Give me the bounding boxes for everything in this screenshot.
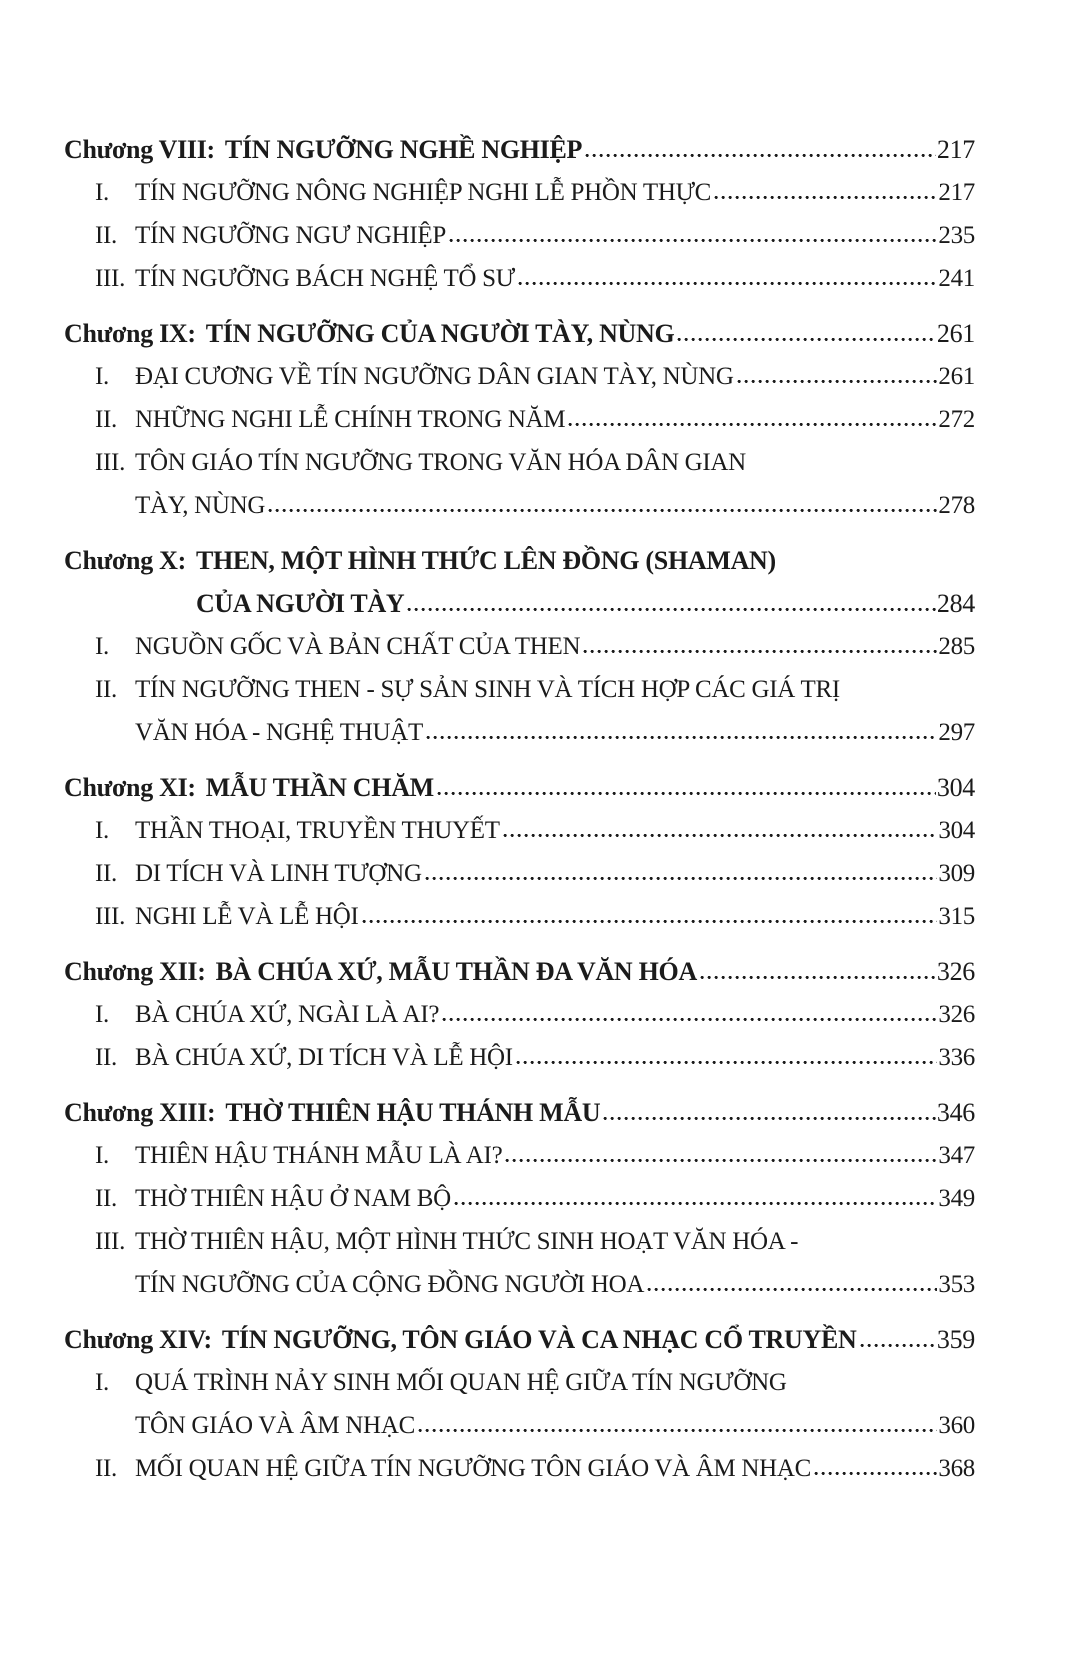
toc-entry-content: [135, 993, 975, 1036]
section-title-text: NHỮNG NGHI LỄ CHÍNH TRONG NĂM: [135, 406, 566, 433]
section-title-text: BÀ CHÚA XỨ, DI TÍCH VÀ LỄ HỘI: [135, 1044, 513, 1071]
toc-entry: [64, 1318, 975, 1361]
toc-line: [135, 668, 975, 711]
toc-entry-content: [135, 809, 975, 852]
section-numeral: II.: [95, 1455, 118, 1482]
section-title-text: THỜ THIÊN HẬU, MỘT HÌNH THỨC SINH HOẠT VĂN HÓA -: [135, 1228, 799, 1255]
section-title-text: TÔN GIÁO VÀ ÂM NHẠC: [135, 1412, 415, 1439]
section-title-text: TÍN NGƯỠNG NGƯ NGHIỆP: [135, 222, 446, 249]
dot-leader: [454, 1201, 938, 1206]
toc-line: [135, 852, 975, 895]
toc-line: [135, 1361, 975, 1404]
page-number: 278: [938, 492, 975, 519]
chapter-title-text: BÀ CHÚA XỨ, MẪU THẦN ĐA VĂN HÓA: [215, 957, 697, 986]
toc-entry-content: [216, 950, 975, 993]
page-number: 359: [936, 1325, 975, 1354]
toc-line: [216, 950, 975, 993]
section-title-text: VĂN HÓA - NGHỆ THUẬT: [135, 719, 423, 746]
page-number: 360: [938, 1412, 975, 1439]
dot-leader: [449, 238, 937, 243]
page-number: 241: [938, 265, 975, 292]
dot-leader: [860, 1343, 936, 1348]
dot-leader: [437, 791, 936, 796]
section-numeral: II.: [95, 222, 118, 249]
page-number: 285: [938, 633, 975, 660]
section-numeral: I.: [95, 1369, 109, 1396]
section-title-text: TÍN NGƯỠNG NÔNG NGHIỆP NGHI LỄ PHỒN THỰC: [135, 179, 712, 206]
toc-entry-content: [135, 441, 975, 527]
toc-entry-content: [135, 1134, 975, 1177]
page-number: 336: [938, 1044, 975, 1071]
toc-line: [225, 1091, 975, 1134]
dot-leader: [737, 379, 938, 384]
section-numeral: I.: [95, 633, 109, 660]
page-number: 217: [936, 135, 975, 164]
toc-entry-content: [206, 766, 975, 809]
dot-leader: [647, 1287, 937, 1292]
toc-line: [135, 809, 975, 852]
section-title-text: ĐẠI CƯƠNG VỀ TÍN NGƯỠNG DÂN GIAN TÀY, NÙNG: [135, 363, 734, 390]
toc-entry-content: [135, 1177, 975, 1220]
section-numeral: III.: [95, 449, 126, 476]
page-number: 261: [936, 319, 975, 348]
toc-entry: [64, 312, 975, 355]
chapter-title-text: TÍN NGƯỠNG, TÔN GIÁO VÀ CA NHẠC CỔ TRUYỀN: [221, 1325, 857, 1354]
toc-line: [135, 441, 975, 484]
chapter-title-text: THỜ THIÊN HẬU THÁNH MẪU: [225, 1098, 601, 1127]
section-title-text: QUÁ TRÌNH NẢY SINH MỐI QUAN HỆ GIỮA TÍN NGƯỠNG: [135, 1369, 787, 1396]
toc-entry-content: [135, 625, 975, 668]
section-numeral: II.: [95, 406, 118, 433]
dot-leader: [585, 153, 936, 158]
section-numeral: I.: [95, 817, 109, 844]
toc-entry-content: [196, 539, 975, 625]
section-numeral: I.: [95, 1001, 109, 1028]
toc-entry-content: [135, 1220, 975, 1306]
toc-line: [196, 582, 975, 625]
section-title-text: TÔN GIÁO TÍN NGƯỠNG TRONG VĂN HÓA DÂN GIAN: [135, 449, 746, 476]
dot-leader: [418, 1428, 937, 1433]
section-numeral: III.: [95, 1228, 126, 1255]
dot-leader: [425, 876, 938, 881]
toc-line: [135, 1447, 975, 1490]
toc-entry-content: [225, 128, 975, 171]
dot-leader: [700, 975, 936, 980]
section-numeral: I.: [95, 1142, 109, 1169]
toc-entry: [64, 1177, 975, 1220]
page-number: 315: [938, 903, 975, 930]
toc-entry: [64, 1091, 975, 1134]
toc-line: [135, 214, 975, 257]
toc-entry-content: [135, 171, 975, 214]
section-title-text: THIÊN HẬU THÁNH MẪU LÀ AI?: [135, 1142, 503, 1169]
toc-line: [135, 895, 975, 938]
dot-leader: [568, 422, 937, 427]
toc-entry: [64, 1361, 975, 1447]
toc-entry-content: [135, 214, 975, 257]
toc-line: [135, 1134, 975, 1177]
dot-leader: [714, 195, 937, 200]
toc-entry: [64, 1447, 975, 1490]
toc-entry: [64, 809, 975, 852]
toc-line: [135, 711, 975, 754]
chapter-title-text: TÍN NGƯỠNG NGHỀ NGHIỆP: [224, 135, 583, 164]
toc-entry-content: [135, 257, 975, 300]
chapter-label: Chương IX:: [64, 319, 196, 348]
toc-entry-content: [135, 852, 975, 895]
toc-line: [135, 1220, 975, 1263]
toc-list: [64, 128, 975, 1490]
section-title-text: THỜ THIÊN HẬU Ở NAM BỘ: [135, 1185, 451, 1212]
toc-line: [135, 1263, 975, 1306]
toc-entry: [64, 128, 975, 171]
toc-line: [206, 766, 975, 809]
section-numeral: III.: [95, 903, 126, 930]
toc-line: [135, 257, 975, 300]
toc-entry-content: [222, 1318, 975, 1361]
page-number: 304: [938, 817, 975, 844]
toc-entry: [64, 766, 975, 809]
section-title-text: DI TÍCH VÀ LINH TƯỢNG: [135, 860, 422, 887]
section-title-text: NGHI LỄ VÀ LỄ HỘI: [135, 903, 359, 930]
section-title-text: BÀ CHÚA XỨ, NGÀI LÀ AI?: [135, 1001, 440, 1028]
toc-line: [135, 484, 975, 527]
section-numeral: II.: [95, 1185, 118, 1212]
toc-entry-content: [135, 895, 975, 938]
toc-line: [135, 993, 975, 1036]
toc-line: [225, 128, 975, 171]
section-title-text: TÍN NGƯỠNG THEN - SỰ SẢN SINH VÀ TÍCH HỢP CÁC GIÁ TRỊ: [135, 676, 840, 703]
page-number: 346: [936, 1098, 975, 1127]
toc-entry: [64, 539, 975, 625]
section-numeral: II.: [95, 860, 118, 887]
toc-entry-content: [225, 1091, 975, 1134]
section-title-text: THẦN THOẠI, TRUYỀN THUYẾT: [135, 817, 500, 844]
toc-entry-content: [135, 1447, 975, 1490]
toc-line: [135, 1036, 975, 1079]
toc-line: [135, 1404, 975, 1447]
toc-line: [135, 171, 975, 214]
page-number: 272: [938, 406, 975, 433]
toc-line: [135, 1177, 975, 1220]
page-number: 297: [938, 719, 975, 746]
section-title-text: TÀY, NÙNG: [135, 492, 266, 519]
page-number: 235: [938, 222, 975, 249]
chapter-title-text: MẪU THẦN CHĂM: [205, 773, 434, 802]
page-number: 217: [938, 179, 975, 206]
page-number: 261: [938, 363, 975, 390]
dot-leader: [426, 735, 937, 740]
section-title-text: MỐI QUAN HỆ GIỮA TÍN NGƯỠNG TÔN GIÁO VÀ ÂM NHẠC: [135, 1455, 812, 1482]
chapter-label: Chương X:: [64, 546, 186, 575]
dot-leader: [516, 1060, 938, 1065]
toc-entry: [64, 257, 975, 300]
section-title-text: NGUỒN GỐC VÀ BẢN CHẤT CỦA THEN: [135, 633, 581, 660]
toc-entry: [64, 1134, 975, 1177]
toc-entry: [64, 214, 975, 257]
chapter-title-text: TÍN NGƯỠNG CỦA NGƯỜI TÀY, NÙNG: [205, 319, 675, 348]
toc-line: [222, 1318, 975, 1361]
toc-entry: [64, 1036, 975, 1079]
chapter-label: Chương VIII:: [64, 135, 215, 164]
dot-leader: [583, 649, 937, 654]
page-number: 309: [938, 860, 975, 887]
toc-line: [196, 539, 975, 582]
toc-entry: [64, 1220, 975, 1306]
chapter-title-text: CỦA NGƯỜI TÀY: [195, 589, 405, 618]
chapter-label: Chương XI:: [64, 773, 196, 802]
section-numeral: III.: [95, 265, 126, 292]
toc-entry: [64, 668, 975, 754]
page-number: 326: [936, 957, 975, 986]
toc-entry-content: [135, 398, 975, 441]
toc-entry: [64, 355, 975, 398]
chapter-label: Chương XII:: [64, 957, 206, 986]
toc-line: [135, 398, 975, 441]
page-number: 326: [938, 1001, 975, 1028]
dot-leader: [518, 281, 938, 286]
section-title-text: TÍN NGƯỠNG CỦA CỘNG ĐỒNG NGƯỜI HOA: [135, 1271, 645, 1298]
toc-line: [206, 312, 975, 355]
dot-leader: [268, 508, 937, 513]
dot-leader: [442, 1017, 937, 1022]
page-number: 368: [938, 1455, 975, 1482]
toc-entry-content: [135, 668, 975, 754]
dot-leader: [505, 1158, 937, 1163]
toc-entry: [64, 398, 975, 441]
toc-entry: [64, 441, 975, 527]
page-number: 284: [936, 589, 975, 618]
toc-entry-content: [206, 312, 975, 355]
page-number: 347: [938, 1142, 975, 1169]
section-numeral: I.: [95, 363, 109, 390]
toc-entry-content: [135, 1361, 975, 1447]
toc-entry-content: [135, 355, 975, 398]
dot-leader: [407, 607, 935, 612]
section-numeral: I.: [95, 179, 109, 206]
page-number: 349: [938, 1185, 975, 1212]
toc-entry-content: [135, 1036, 975, 1079]
toc-entry: [64, 852, 975, 895]
toc-entry: [64, 993, 975, 1036]
dot-leader: [362, 919, 938, 924]
toc-line: [135, 625, 975, 668]
toc-line: [135, 355, 975, 398]
page-number: 353: [938, 1271, 975, 1298]
toc-entry: [64, 625, 975, 668]
chapter-label: Chương XIV:: [64, 1325, 212, 1354]
toc-entry: [64, 171, 975, 214]
dot-leader: [677, 337, 935, 342]
toc-entry: [64, 950, 975, 993]
page-number: 304: [936, 773, 975, 802]
section-numeral: II.: [95, 1044, 118, 1071]
toc-entry: [64, 895, 975, 938]
chapter-label: Chương XIII:: [64, 1098, 216, 1127]
chapter-title-text: THEN, MỘT HÌNH THỨC LÊN ĐỒNG (SHAMAN): [195, 546, 776, 575]
section-numeral: II.: [95, 676, 118, 703]
dot-leader: [503, 833, 938, 838]
dot-leader: [814, 1471, 937, 1476]
section-title-text: TÍN NGƯỠNG BÁCH NGHỆ TỔ SƯ: [135, 265, 515, 292]
dot-leader: [603, 1116, 936, 1121]
